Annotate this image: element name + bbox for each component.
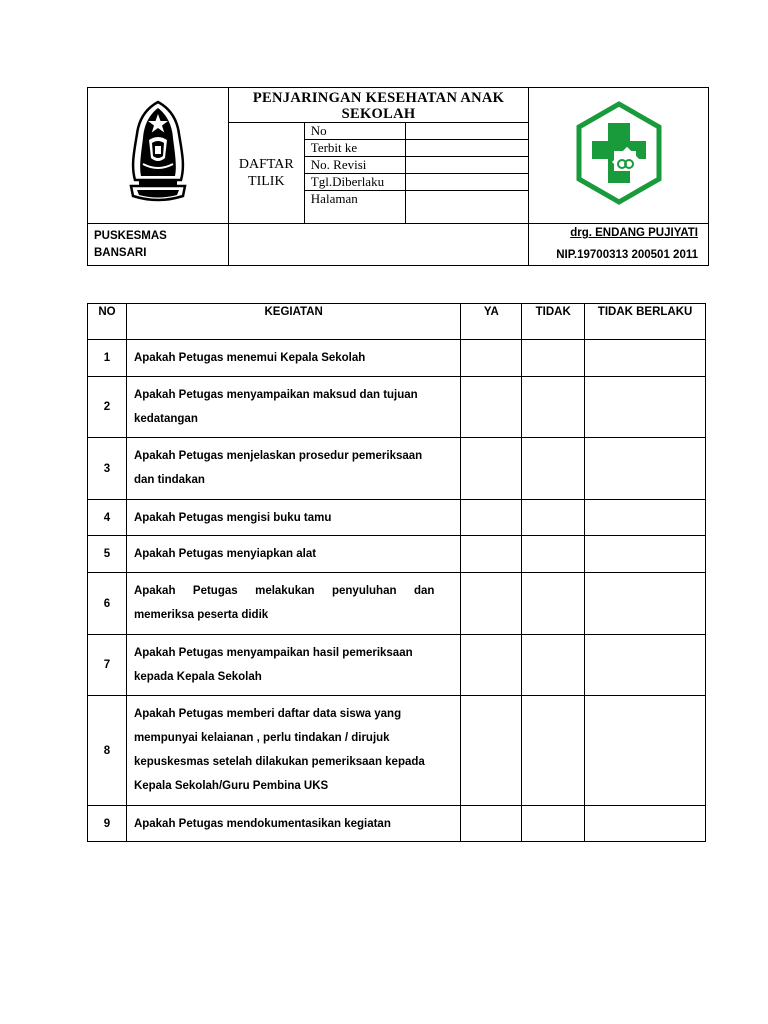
field-tgl-label: Tgl.Diberlaku: [304, 174, 405, 191]
col-ya-header: YA: [461, 304, 522, 340]
checkbox-ya[interactable]: [461, 377, 522, 438]
checkbox-tidak-berlaku[interactable]: [585, 806, 706, 842]
col-kegiatan-header: KEGIATAN: [126, 304, 460, 340]
table-row: [88, 500, 706, 536]
document-header-table: [87, 87, 709, 266]
checkbox-tidak[interactable]: [522, 573, 585, 635]
daftar-tilik-text: DAFTAR TILIK: [238, 157, 294, 189]
checkbox-tidak[interactable]: [522, 438, 585, 500]
table-row: [88, 438, 706, 500]
checkbox-tidak[interactable]: [522, 377, 585, 438]
checkbox-tidak-berlaku[interactable]: [585, 500, 706, 536]
row-number: 5: [88, 536, 127, 573]
checkbox-tidak[interactable]: [522, 340, 585, 377]
daftar-tilik-label: [228, 123, 304, 224]
checkbox-tidak-berlaku[interactable]: [585, 635, 706, 696]
field-terbit-value: [405, 140, 529, 157]
checkbox-ya[interactable]: [461, 635, 522, 696]
row-number: 2: [88, 377, 127, 438]
row-kegiatan: Apakah Petugas mendokumentasikan kegiatan: [126, 806, 460, 842]
checkbox-tidak[interactable]: [522, 536, 585, 573]
checkbox-tidak[interactable]: [522, 806, 585, 842]
checkbox-tidak[interactable]: [522, 696, 585, 806]
official-name: drg. ENDANG PUJIYATI: [570, 227, 698, 239]
row-number: 3: [88, 438, 127, 500]
checkbox-tidak-berlaku[interactable]: [585, 377, 706, 438]
row-number: 4: [88, 500, 127, 536]
row-number: 7: [88, 635, 127, 696]
checkbox-tidak-berlaku[interactable]: [585, 536, 706, 573]
regional-crest-logo: [88, 88, 229, 224]
table-row: [88, 573, 706, 635]
table-row: [88, 536, 706, 573]
checkbox-ya[interactable]: [461, 806, 522, 842]
official-nip: NIP.19700313 200501 2011: [556, 249, 698, 261]
puskesmas-cross-logo-icon: [574, 101, 664, 205]
regional-crest-icon: [125, 100, 191, 206]
checkbox-tidak[interactable]: [522, 500, 585, 536]
row-kegiatan: Apakah Petugas menyiapkan alat: [126, 536, 460, 573]
checkbox-tidak-berlaku[interactable]: [585, 438, 706, 500]
col-tidak-berlaku-header: TIDAK BERLAKU: [585, 304, 706, 340]
row-number: 9: [88, 806, 127, 842]
field-halaman-value: [405, 191, 529, 224]
table-row: [88, 806, 706, 842]
table-row: [88, 377, 706, 438]
checkbox-ya[interactable]: [461, 696, 522, 806]
row-kegiatan: Apakah Petugas menyampaikan maksud dan tujuan kedatangan: [126, 377, 460, 438]
checkbox-ya[interactable]: [461, 340, 522, 377]
field-no-label: No: [304, 123, 405, 140]
checkbox-tidak-berlaku[interactable]: [585, 340, 706, 377]
checkbox-ya[interactable]: [461, 573, 522, 635]
field-no-value: [405, 123, 529, 140]
row-kegiatan: Apakah Petugas menemui Kepala Sekolah: [126, 340, 460, 377]
row-kegiatan: Apakah Petugas menyampaikan hasil pemeriksaan kepada Kepala Sekolah: [126, 635, 460, 696]
field-halaman-label: Halaman: [304, 191, 405, 224]
col-no-header: NO: [88, 304, 127, 340]
checklist-table: [87, 303, 706, 842]
row-number: 1: [88, 340, 127, 377]
row-kegiatan: Apakah Petugas mengisi buku tamu: [126, 500, 460, 536]
row-number: 6: [88, 573, 127, 635]
puskesmas-name: [88, 224, 229, 266]
col-tidak-header: TIDAK: [522, 304, 585, 340]
checkbox-ya[interactable]: [461, 500, 522, 536]
puskesmas-name-text: PUSKESMAS BANSARI: [94, 229, 167, 259]
checkbox-ya[interactable]: [461, 536, 522, 573]
row-kegiatan: Apakah Petugas melakukan penyuluhan dan memeriksa peserta didik: [126, 573, 460, 635]
row-kegiatan: Apakah Petugas menjelaskan prosedur pemeriksaan dan tindakan: [126, 438, 460, 500]
field-revisi-label: No. Revisi: [304, 157, 405, 174]
checkbox-ya[interactable]: [461, 438, 522, 500]
checkbox-tidak-berlaku[interactable]: [585, 696, 706, 806]
table-row: [88, 340, 706, 377]
field-tgl-value: [405, 174, 529, 191]
official-info: [529, 224, 709, 266]
row-number: 8: [88, 696, 127, 806]
row-kegiatan: Apakah Petugas memberi daftar data siswa yang mempunyai kelaianan , perlu tindakan / dirujuk kepuskesmas setelah dilakukan pemeriksaan kepada Kepala Sekolah/Guru Pembina UKS: [126, 696, 460, 806]
puskesmas-logo: [529, 88, 709, 224]
checkbox-tidak[interactable]: [522, 635, 585, 696]
table-header-row: [88, 304, 706, 340]
field-revisi-value: [405, 157, 529, 174]
checkbox-tidak-berlaku[interactable]: [585, 573, 706, 635]
table-row: [88, 696, 706, 806]
table-row: [88, 635, 706, 696]
footer-blank-cell: [228, 224, 528, 266]
field-terbit-label: Terbit ke: [304, 140, 405, 157]
document-title: PENJARINGAN KESEHATAN ANAK SEKOLAH: [228, 88, 528, 123]
